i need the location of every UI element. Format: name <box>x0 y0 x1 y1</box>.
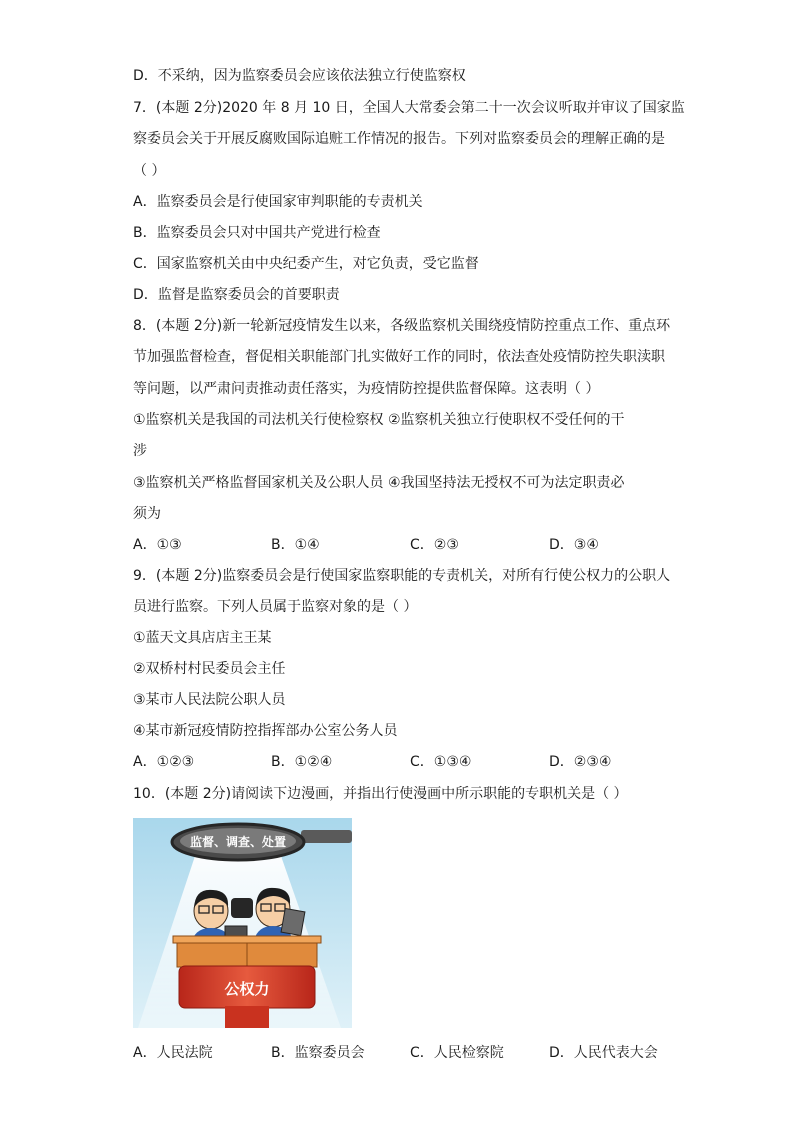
q7-option-c: C．国家监察机关由中央纪委产生，对它负责，受它监督 <box>133 256 479 272</box>
q10-options <box>133 1043 693 1063</box>
q9-options <box>133 752 693 772</box>
cartoon-base-text: 公权力 <box>224 980 270 998</box>
q7-option-a: A．监察委员会是行使国家审判职能的专责机关 <box>133 194 423 210</box>
q9-item-4: ④某市新冠疫情防控指挥部办公室公务人员 <box>133 723 398 739</box>
q7-stem-line1: 7．(本题 2分)2020 年 8 月 10 日，全国人大常委会第二十一次会议听取并审议了国家监 <box>133 100 685 116</box>
desk-top <box>173 936 321 943</box>
supervision-cartoon <box>133 818 352 1028</box>
q9-option-a: A．①②③ <box>133 754 195 770</box>
q9-option-c: C．①③④ <box>410 754 472 770</box>
q9-stem-line2: 员进行监察。下列人员属于监察对象的是（ ） <box>133 599 418 615</box>
laptop-right <box>281 908 305 935</box>
q9-item-3: ③某市人民法院公职人员 <box>133 692 286 708</box>
q7-stem-line2: 察委员会关于开展反腐败国际追赃工作情况的报告。下列对监察委员会的理解正确的是 <box>133 131 665 147</box>
q8-item-1-2: ①监察机关是我国的司法机关行使检察权 ②监察机关独立行使职权不受任何的干 <box>133 412 625 428</box>
cartoon-illustration <box>133 818 352 1028</box>
q8-item-3-4: ③监察机关严格监督国家机关及公职人员 ④我国坚持法无授权不可为法定职责必 <box>133 475 625 491</box>
q10-option-c: C．人民检察院 <box>410 1045 504 1061</box>
q8-option-d: D．③④ <box>549 537 599 553</box>
q9-option-b: B．①②④ <box>271 754 333 770</box>
q8-option-a: A．①③ <box>133 537 182 553</box>
binoculars <box>231 898 253 918</box>
q8-options <box>133 535 693 555</box>
q10-stem: 10．(本题 2分)请阅读下边漫画，并指出行使漫画中所示职能的专职机关是（ ） <box>133 786 628 802</box>
q8-option-c: C．②③ <box>410 537 459 553</box>
q9-item-2: ②双桥村村民委员会主任 <box>133 661 286 677</box>
lens-handle <box>301 830 352 843</box>
q8-stem-line2: 节加强监督检查，督促相关职能部门扎实做好工作的同时，依法查处疫情防控失职渎职 <box>133 349 665 365</box>
q10-option-b: B．监察委员会 <box>271 1045 365 1061</box>
q7-stem-line3: （ ） <box>133 163 166 179</box>
q6-option-d: D．不采纳，因为监察委员会应该依法独立行使监察权 <box>133 68 466 84</box>
power-column <box>225 1006 269 1028</box>
q8-stem-line3: 等问题，以严肃问责推动责任落实，为疫情防控提供监督保障。这表明（ ） <box>133 381 600 397</box>
q7-option-b: B．监察委员会只对中国共产党进行检查 <box>133 225 381 241</box>
q8-item-2-cont: 涉 <box>133 443 147 459</box>
q8-option-b: B．①④ <box>271 537 320 553</box>
q7-option-d: D．监督是监察委员会的首要职责 <box>133 287 340 303</box>
q10-option-d: D．人民代表大会 <box>549 1045 658 1061</box>
q9-option-d: D．②③④ <box>549 754 612 770</box>
q8-stem-line1: 8．(本题 2分)新一轮新冠疫情发生以来，各级监察机关围绕疫情防控重点工作、重点环 <box>133 318 671 334</box>
cartoon-top-text: 监督、调查、处置 <box>189 835 287 849</box>
q8-item-4-cont: 须为 <box>133 506 161 522</box>
q9-item-1: ①蓝天文具店店主王某 <box>133 630 272 646</box>
q10-option-a: A．人民法院 <box>133 1045 213 1061</box>
q9-stem-line1: 9．(本题 2分)监察委员会是行使国家监察职能的专责机关，对所有行使公权力的公职人 <box>133 568 671 584</box>
